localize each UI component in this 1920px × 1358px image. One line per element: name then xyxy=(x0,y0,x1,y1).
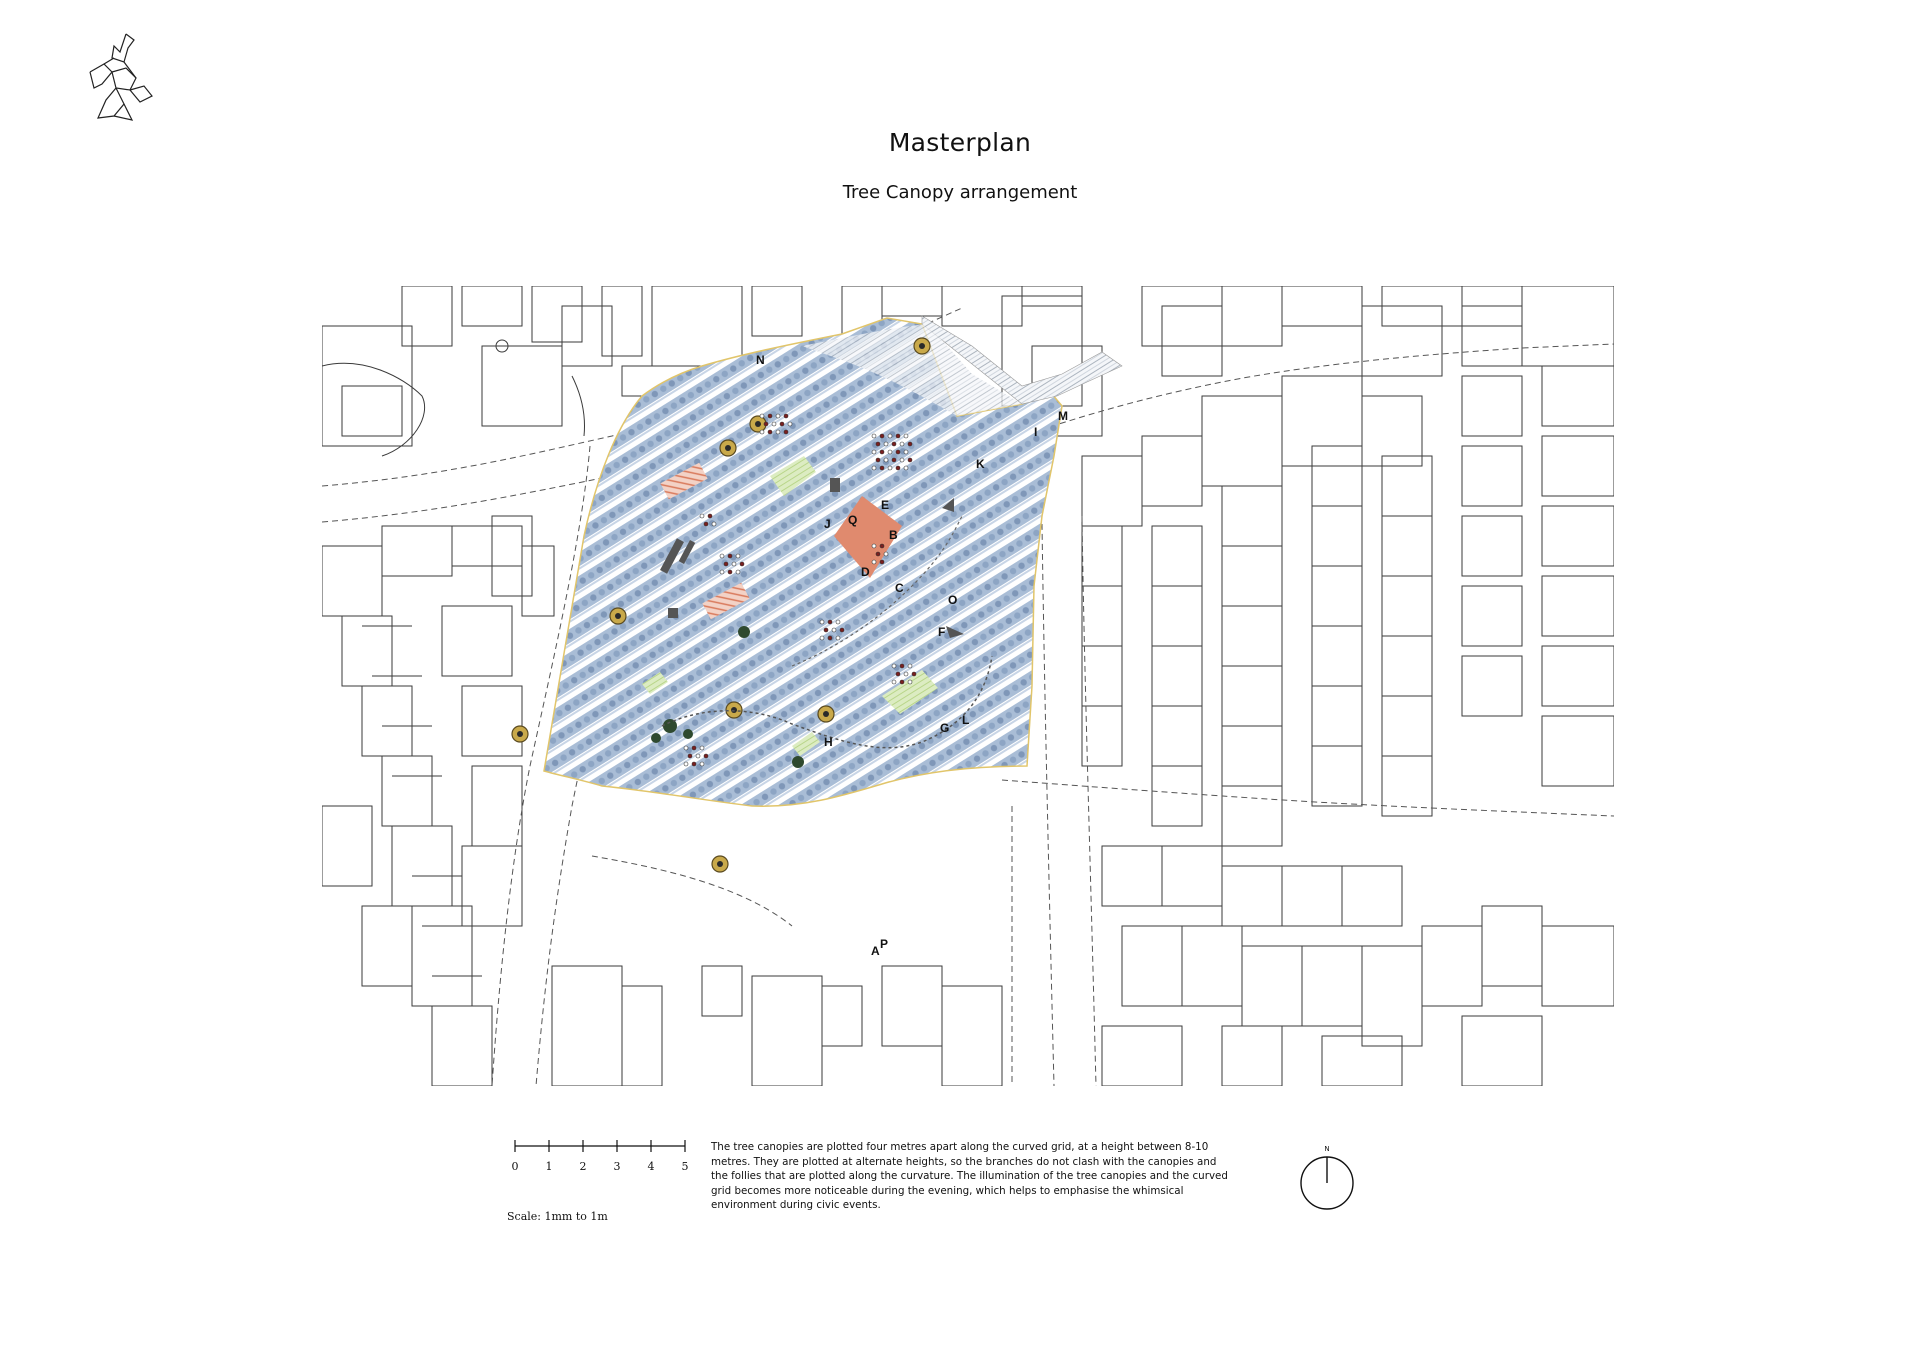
seat-dot xyxy=(836,636,840,640)
seat-dot xyxy=(872,466,876,470)
seat-dot xyxy=(892,442,896,446)
scale-number: 0 xyxy=(511,1160,519,1173)
zone-label-c: C xyxy=(895,581,904,595)
scale-label: Scale: 1mm to 1m xyxy=(507,1210,608,1223)
seat-dot xyxy=(684,762,688,766)
building-outline xyxy=(1422,926,1482,1006)
building-outline xyxy=(392,826,452,906)
building-outline xyxy=(1102,846,1162,906)
seat-dot xyxy=(892,458,896,462)
building-outline xyxy=(1382,636,1432,696)
building-outline xyxy=(382,756,432,826)
building-outline xyxy=(1152,586,1202,646)
zone-label-e: E xyxy=(881,498,890,512)
building-outline xyxy=(1462,656,1522,716)
seat-dot xyxy=(896,672,900,676)
building-outline xyxy=(1312,626,1362,686)
building-outline xyxy=(1082,646,1122,706)
seat-dot xyxy=(884,458,888,462)
zone-label-l: L xyxy=(962,713,970,727)
building-outline xyxy=(1222,866,1282,926)
building-outline xyxy=(1282,376,1362,466)
zone-label-d: D xyxy=(861,565,870,579)
building-outline xyxy=(1082,706,1122,766)
building-outline xyxy=(522,546,554,616)
building-outline xyxy=(552,966,622,1086)
building-outline xyxy=(452,526,522,566)
seat-dot xyxy=(700,514,704,518)
seat-dot xyxy=(880,466,884,470)
seat-dot xyxy=(776,414,780,418)
building-outline xyxy=(1312,746,1362,806)
building-outline xyxy=(652,286,742,366)
building-outline xyxy=(1312,446,1362,506)
seat-dot xyxy=(684,746,688,750)
seat-dot xyxy=(768,414,772,418)
north-arrow xyxy=(1297,1143,1359,1213)
zone-label-b: B xyxy=(889,528,898,542)
seat-dot xyxy=(688,754,692,758)
seat-dot xyxy=(780,422,784,426)
street-curb xyxy=(322,363,425,456)
page-title: Masterplan xyxy=(888,128,1032,157)
building-outline xyxy=(1542,646,1614,706)
seat-dot xyxy=(892,664,896,668)
building-outline xyxy=(322,546,382,616)
zone-label-q: Q xyxy=(848,513,858,527)
folly-centre xyxy=(731,707,737,713)
building-outline xyxy=(882,966,942,1046)
folly-centre xyxy=(517,731,523,737)
seat-dot xyxy=(824,628,828,632)
building-outline xyxy=(1222,1026,1282,1086)
building-outline xyxy=(1152,526,1202,586)
building-outline xyxy=(1222,546,1282,606)
seat-dot xyxy=(736,570,740,574)
description-text xyxy=(711,1140,1231,1213)
seat-dot xyxy=(888,450,892,454)
seat-dot xyxy=(704,522,708,526)
building-outline xyxy=(562,306,612,366)
masterplan-map xyxy=(322,286,1614,1086)
seat-dot xyxy=(908,664,912,668)
building-outline xyxy=(602,286,642,356)
building-outline xyxy=(1282,286,1362,326)
building-outline xyxy=(1082,586,1122,646)
scale-number: 4 xyxy=(647,1160,655,1173)
seat-dot xyxy=(784,430,788,434)
seat-dot xyxy=(720,570,724,574)
seat-dot xyxy=(892,680,896,684)
folly-centre xyxy=(615,613,621,619)
street-curb xyxy=(572,376,585,436)
building-outline xyxy=(1162,306,1222,376)
seat-dot xyxy=(900,442,904,446)
north-label: N xyxy=(1324,1145,1330,1153)
building-outline xyxy=(752,286,802,336)
building-outline xyxy=(532,286,582,342)
seat-dot xyxy=(720,554,724,558)
seat-dot xyxy=(840,628,844,632)
building-outline xyxy=(1542,506,1614,566)
folly-centre xyxy=(755,421,761,427)
building-outline xyxy=(1222,286,1282,346)
scale-number: 5 xyxy=(681,1160,689,1173)
building-outline xyxy=(1542,576,1614,636)
building-outline xyxy=(1082,456,1142,526)
building-outline xyxy=(822,986,862,1046)
scale-number: 1 xyxy=(545,1160,553,1173)
seat-dot xyxy=(896,466,900,470)
building-outline xyxy=(1152,766,1202,826)
zone-label-j: J xyxy=(824,517,831,531)
building-outline xyxy=(1382,456,1432,516)
seat-dot xyxy=(896,450,900,454)
seat-dot xyxy=(700,762,704,766)
seat-dot xyxy=(876,552,880,556)
building-outline xyxy=(1142,286,1222,346)
seat-dot xyxy=(872,434,876,438)
building-outline xyxy=(462,286,522,326)
page-subtitle: Tree Canopy arrangement xyxy=(842,182,1078,203)
building-outline xyxy=(1222,726,1282,786)
building-outline xyxy=(462,846,522,926)
seat-dot xyxy=(692,746,696,750)
building-outline xyxy=(1222,666,1282,726)
building-outline xyxy=(1202,396,1282,486)
scale-number: 2 xyxy=(579,1160,587,1173)
zone-label-o: O xyxy=(948,593,958,607)
building-outline xyxy=(1542,366,1614,426)
building-outline xyxy=(1362,946,1422,1046)
building-outline xyxy=(1462,586,1522,646)
building-outline xyxy=(1122,926,1182,1006)
building-outline xyxy=(942,286,1022,326)
seat-dot xyxy=(896,434,900,438)
origami-logo xyxy=(84,28,156,128)
building-outline xyxy=(382,526,452,576)
building-outline xyxy=(1482,906,1542,986)
seat-dot xyxy=(872,560,876,564)
building-outline xyxy=(1302,946,1362,1026)
seat-dot xyxy=(880,450,884,454)
seat-dot xyxy=(888,466,892,470)
seat-dot xyxy=(904,672,908,676)
building-outline xyxy=(1462,1016,1542,1086)
building-outline xyxy=(1162,846,1222,906)
seat-dot xyxy=(904,466,908,470)
building-outline xyxy=(1312,566,1362,626)
seat-dot xyxy=(820,620,824,624)
description-paragraph: The tree canopies are plotted four metres apart along the curved grid, at a height between 8-10 metres. They are plotted at alternate heights, so the branches do not clash with the canopies and the follies that are plotted along the curvature. The illumination of the tree canopies and the curved grid becomes more noticeable during the evening, which helps to emphasise the whimsical environment during civic events. xyxy=(711,1141,1228,1212)
seat-dot xyxy=(900,680,904,684)
scale-numbers xyxy=(512,1160,689,1173)
seat-dot xyxy=(788,422,792,426)
building-outline xyxy=(1152,706,1202,766)
seat-dot xyxy=(728,554,732,558)
seat-dot xyxy=(768,430,772,434)
building-outline xyxy=(1102,1026,1182,1086)
building-outline xyxy=(1542,436,1614,496)
seat-dot xyxy=(880,560,884,564)
zone-label-i: I xyxy=(1034,425,1038,439)
building-outline xyxy=(1462,446,1522,506)
building-outline xyxy=(702,966,742,1016)
folly-centre xyxy=(919,343,925,349)
building-outline xyxy=(1382,756,1432,816)
building-outline xyxy=(362,906,412,986)
building-outline xyxy=(1152,646,1202,706)
seat-dot xyxy=(872,544,876,548)
seat-dot xyxy=(900,458,904,462)
building-outline xyxy=(1142,436,1202,506)
building-outline xyxy=(462,686,522,756)
building-outline xyxy=(1462,306,1522,366)
building-outline xyxy=(1222,486,1282,546)
building-outline xyxy=(442,606,512,676)
building-outline xyxy=(622,986,662,1086)
seat-dot xyxy=(904,434,908,438)
seat-dot xyxy=(764,422,768,426)
seat-dot xyxy=(888,434,892,438)
seat-dot xyxy=(692,762,696,766)
building-outline xyxy=(432,1006,492,1086)
seat-dot xyxy=(760,414,764,418)
building-outline xyxy=(322,806,372,886)
seat-dot xyxy=(880,434,884,438)
building-outline xyxy=(1312,686,1362,746)
building-outline xyxy=(752,976,822,1086)
zone-label-m: M xyxy=(1058,409,1068,423)
seat-dot xyxy=(876,458,880,462)
building-outline xyxy=(1382,696,1432,756)
building-outline xyxy=(1542,716,1614,786)
seat-dot xyxy=(832,628,836,632)
seat-dot xyxy=(908,680,912,684)
seat-dot xyxy=(908,442,912,446)
seat-dot xyxy=(760,430,764,434)
seat-dot xyxy=(736,554,740,558)
building-outline xyxy=(1462,516,1522,576)
folly-centre xyxy=(823,711,829,717)
seat-dot xyxy=(884,552,888,556)
seat-dot xyxy=(784,414,788,418)
zone-label-k: K xyxy=(976,457,985,471)
building-outline xyxy=(1082,526,1122,586)
building-outline xyxy=(1182,926,1242,1006)
seat-dot xyxy=(696,754,700,758)
seat-dot xyxy=(772,422,776,426)
seat-dot xyxy=(876,442,880,446)
scale-bar xyxy=(505,1138,705,1238)
folly-centre xyxy=(725,445,731,451)
building-outline xyxy=(1342,866,1402,926)
seat-dot xyxy=(908,458,912,462)
seat-dot xyxy=(728,570,732,574)
building-outline xyxy=(1222,786,1282,846)
building-outline xyxy=(1222,606,1282,666)
seat-dot xyxy=(700,746,704,750)
seat-dot xyxy=(776,430,780,434)
seat-dot xyxy=(712,522,716,526)
building-outline xyxy=(342,386,402,436)
zone-label-f: F xyxy=(938,625,946,639)
building-outline xyxy=(402,286,452,346)
building-outline xyxy=(492,516,532,596)
zone-label-a: A xyxy=(871,944,880,958)
building-outline xyxy=(1312,506,1362,566)
seat-dot xyxy=(708,514,712,518)
seat-dot xyxy=(904,450,908,454)
seat-dot xyxy=(732,562,736,566)
building-outline xyxy=(942,986,1002,1086)
seat-dot xyxy=(900,664,904,668)
scale-number: 3 xyxy=(613,1160,621,1173)
seat-dot xyxy=(820,636,824,640)
building-outline xyxy=(1462,376,1522,436)
seat-dot xyxy=(872,450,876,454)
folly-centre xyxy=(717,861,723,867)
seat-dot xyxy=(828,620,832,624)
seat-dot xyxy=(884,442,888,446)
zone-label-p: P xyxy=(880,937,889,951)
building-outline xyxy=(882,286,942,316)
seat-dot xyxy=(704,754,708,758)
zone-label-n: N xyxy=(756,353,765,367)
building-outline xyxy=(1382,516,1432,576)
building-outline xyxy=(412,906,472,1006)
zone-label-g: G xyxy=(940,721,950,735)
seat-dot xyxy=(724,562,728,566)
building-outline xyxy=(1522,286,1614,366)
building-outline xyxy=(1282,866,1342,926)
building-outline xyxy=(472,766,522,846)
seat-dot xyxy=(740,562,744,566)
seat-dot xyxy=(912,672,916,676)
seat-dot xyxy=(880,544,884,548)
building-outline xyxy=(362,686,412,756)
seat-dot xyxy=(836,620,840,624)
seat-dot xyxy=(828,636,832,640)
building-outline xyxy=(1362,306,1442,376)
building-outline xyxy=(1382,576,1432,636)
building-outline xyxy=(1242,946,1302,1026)
zone-label-h: H xyxy=(824,735,833,749)
building-outline xyxy=(482,346,562,426)
building-outline xyxy=(1542,926,1614,1006)
